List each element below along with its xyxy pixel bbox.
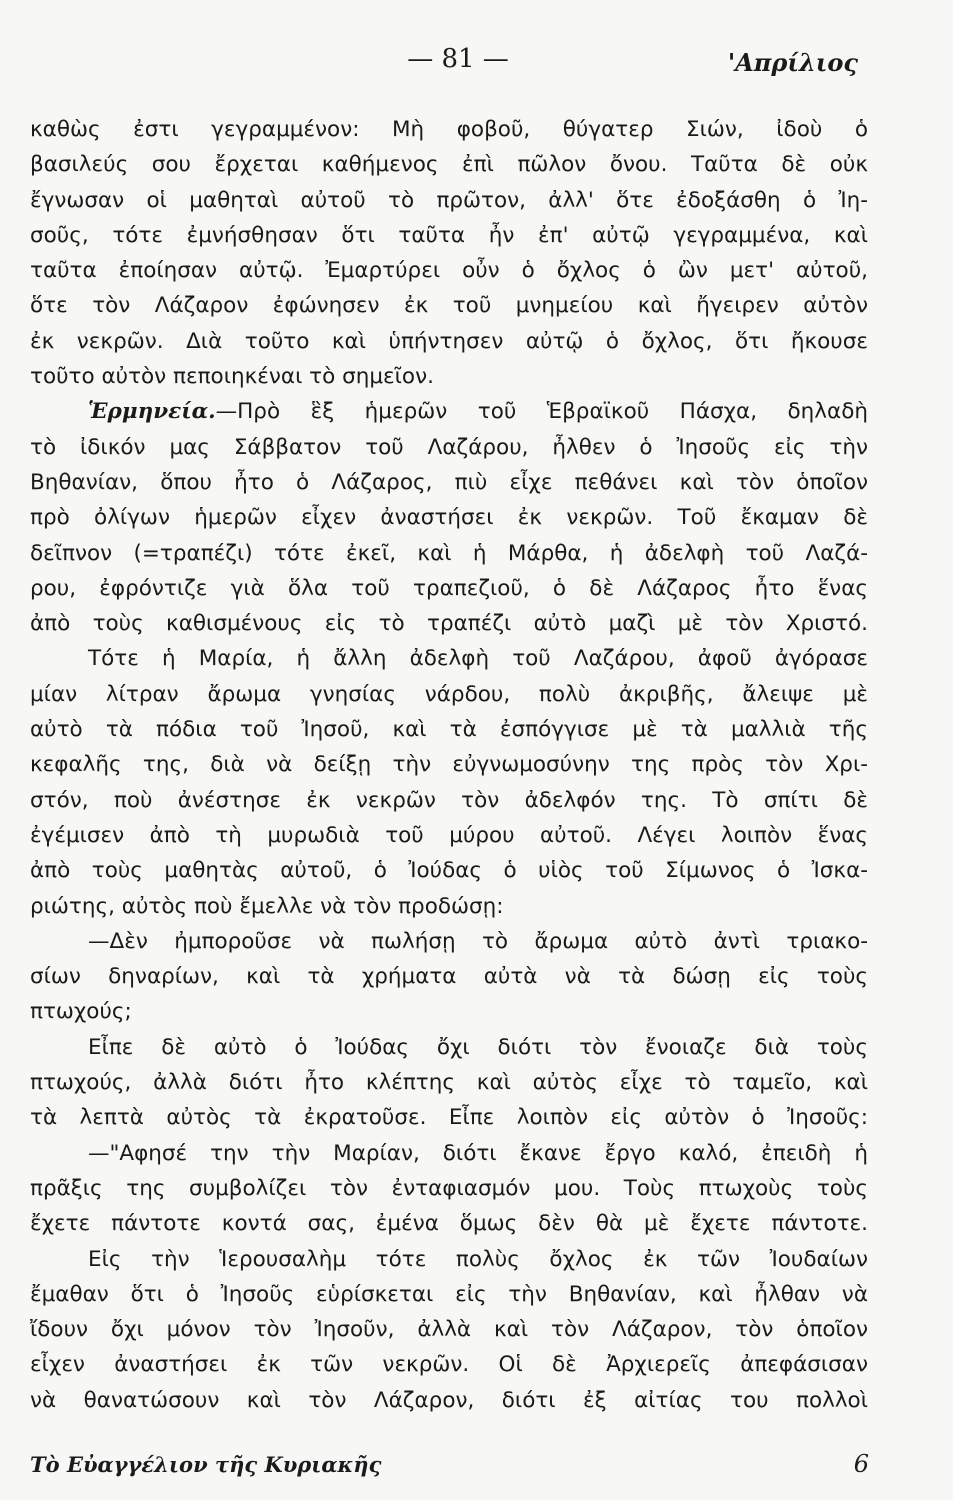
text-line: ἀπὸ τοὺς μαθητὰς αὐτοῦ, ὁ Ἰούδας ὁ υἱὸς τοῦ Σίμωνος ὁ Ἰσκα- (30, 858, 868, 884)
text-line: νὰ θανατώσουν καὶ τὸν Λάζαρον, διότι ἐξ αἰτίας του πολλοὶ (30, 1387, 868, 1413)
text-line: Εἰς τὴν Ἱερουσαλὴμ τότε πολὺς ὄχλος ἐκ τῶν Ἰουδαίων (88, 1246, 868, 1272)
text-line: ἔμαθαν ὅτι ὁ Ἰησοῦς εὑρίσκεται εἰς τὴν Βηθανίαν, καὶ ἦλθαν νὰ (30, 1281, 868, 1307)
text-line: πτωχούς, ἀλλὰ διότι ἦτο κλέπτης καὶ αὐτὸς εἶχε τὸ ταμεῖο, καὶ (30, 1070, 868, 1096)
text-line: τὰ λεπτὰ αὐτὸς τὰ ἐκρατοῦσε. Εἶπε λοιπὸν εἰς αὐτὸν ὁ Ἰησοῦς: (30, 1105, 868, 1131)
text-line: ὅτε τὸν Λάζαρον ἐφώνησεν ἐκ τοῦ μνημείου καὶ ἤγειρεν αὐτὸν (30, 293, 868, 319)
text-line: ἀπὸ τοὺς καθισμένους εἰς τὸ τραπέζι αὐτὸ μαζὶ μὲ τὸν Χριστό. (30, 611, 868, 637)
heading-line (30, 394, 868, 429)
text-line: ἴδουν ὄχι μόνον τὸν Ἰησοῦν, ἀλλὰ καὶ τὸν Λάζαρον, τὸν ὁποῖον (30, 1317, 868, 1343)
text-line: βασιλεύς σου ἔρχεται καθήμενος ἐπὶ πῶλον ὄνου. Ταῦτα δὲ οὐκ (30, 152, 868, 178)
text-line: ἔγνωσαν οἱ μαθηταὶ αὐτοῦ τὸ πρῶτον, ἀλλ' ὅτε ἐδοξάσθη ὁ Ἰη- (30, 187, 868, 213)
text-line: σίων δηναρίων, καὶ τὰ χρήματα αὐτὰ νὰ τὰ δώσῃ εἰς τοὺς (30, 964, 868, 990)
signature-number: 6 (853, 1450, 869, 1478)
text-line: αὐτὸ τὰ πόδια τοῦ Ἰησοῦ, καὶ τὰ ἐσπόγγισε μὲ τὰ μαλλιὰ τῆς (30, 717, 868, 743)
text-line: ἐκ νεκρῶν. Διὰ τοῦτο καὶ ὑπήντησεν αὐτῷ ὁ ὄχλος, ὅτι ἤκουσε (30, 328, 868, 354)
text-line: καθὼς ἐστι γεγραμμένον: Μὴ φοβοῦ, θύγατερ Σιών, ἰδοὺ ὁ (30, 117, 868, 142)
text-line: —"Αφησέ την τὴν Μαρίαν, διότι ἔκανε ἔργο καλό, ἐπειδὴ ἡ (88, 1140, 868, 1166)
text-line: Τότε ἡ Μαρία, ἡ ἄλλη ἀδελφὴ τοῦ Λαζάρου, ἀφοῦ ἀγόρασε (88, 646, 868, 672)
page-footer (0, 1452, 953, 1492)
text-line: σοῦς, τότε ἐμνήσθησαν ὅτι ταῦτα ἦν ἐπ' αὐτῷ γεγραμμένα, καὶ (30, 222, 868, 248)
page-header (0, 44, 953, 84)
heading-line-text: —Πρὸ ἓξ ἡμερῶν τοῦ Ἑβραϊκοῦ Πάσχα, δηλαδὴ (215, 399, 868, 425)
text-line: ἔχετε πάντοτε κοντά σας, ἐμένα ὅμως δὲν θὰ μὲ ἔχετε πάντοτε. (30, 1211, 868, 1237)
book-title-footer: Τὸ Εὐαγγέλιον τῆς Κυριακῆς (30, 1452, 382, 1477)
body-text (30, 112, 868, 1418)
text-line: πρᾶξις της συμβολίζει τὸν ἐνταφιασμόν μου. Τοὺς πτωχοὺς τοὺς (30, 1175, 868, 1201)
section-heading: Ἑρμηνεία. (88, 399, 216, 425)
page-number: — 81 — (407, 44, 509, 74)
text-line: τὸ ἰδικόν μας Σάββατον τοῦ Λαζάρου, ἦλθεν ὁ Ἰησοῦς εἰς τὴν (30, 434, 868, 460)
running-head-month: 'Απρίλιος (727, 48, 858, 77)
text-line: κεφαλῆς της, διὰ νὰ δείξῃ τὴν εὐγνωμοσύνην της πρὸς τὸν Χρι- (30, 752, 868, 778)
text-line: ρου, ἐφρόντιζε γιὰ ὅλα τοῦ τραπεζιοῦ, ὁ δὲ Λάζαρος ἦτο ἕνας (30, 575, 868, 601)
text-line: Εἶπε δὲ αὐτὸ ὁ Ἰούδας ὄχι διότι τὸν ἔνοιαζε διὰ τοὺς (88, 1034, 868, 1060)
text-line: —Δὲν ἠμποροῦσε νὰ πωλήσῃ τὸ ἄρωμα αὐτὸ ἀντὶ τριακο- (88, 928, 868, 954)
text-line: μίαν λίτραν ἄρωμα γνησίας νάρδου, πολὺ ἀκριβῆς, ἄλειψε μὲ (30, 681, 868, 707)
text-line: ταῦτα ἐποίησαν αὐτῷ. Ἐμαρτύρει οὖν ὁ ὄχλος ὁ ὢν μετ' αὐτοῦ, (30, 258, 868, 284)
text-line: ἐγέμισεν ἀπὸ τὴ μυρωδιὰ τοῦ μύρου αὐτοῦ. Λέγει λοιπὸν ἕνας (30, 822, 868, 848)
text-line: δεῖπνον (=τραπέζι) τότε ἐκεῖ, καὶ ἡ Μάρθα, ἡ ἀδελφὴ τοῦ Λαζά- (30, 540, 868, 566)
text-line: τοῦτο αὐτὸν πεποιηκέναι τὸ σημεῖον. (30, 364, 434, 390)
text-line: πτωχούς; (30, 999, 132, 1025)
text-line: εἶχεν ἀναστήσει ἐκ τῶν νεκρῶν. Οἱ δὲ Ἀρχιερεῖς ἀπεφάσισαν (30, 1352, 868, 1378)
text-line: ριώτης, αὐτὸς ποὺ ἔμελλε νὰ τὸν προδώσῃ: (30, 893, 504, 919)
text-line: Βηθανίαν, ὅπου ἦτο ὁ Λάζαρος, πιὺ εἶχε πεθάνει καὶ τὸν ὁποῖον (30, 469, 868, 495)
text-line: στόν, ποὺ ἀνέστησε ἐκ νεκρῶν τὸν ἀδελφόν της. Τὸ σπίτι δὲ (30, 787, 868, 813)
text-line: πρὸ ὀλίγων ἡμερῶν εἶχεν ἀναστήσει ἐκ νεκρῶν. Τοῦ ἔκαμαν δὲ (30, 505, 868, 531)
